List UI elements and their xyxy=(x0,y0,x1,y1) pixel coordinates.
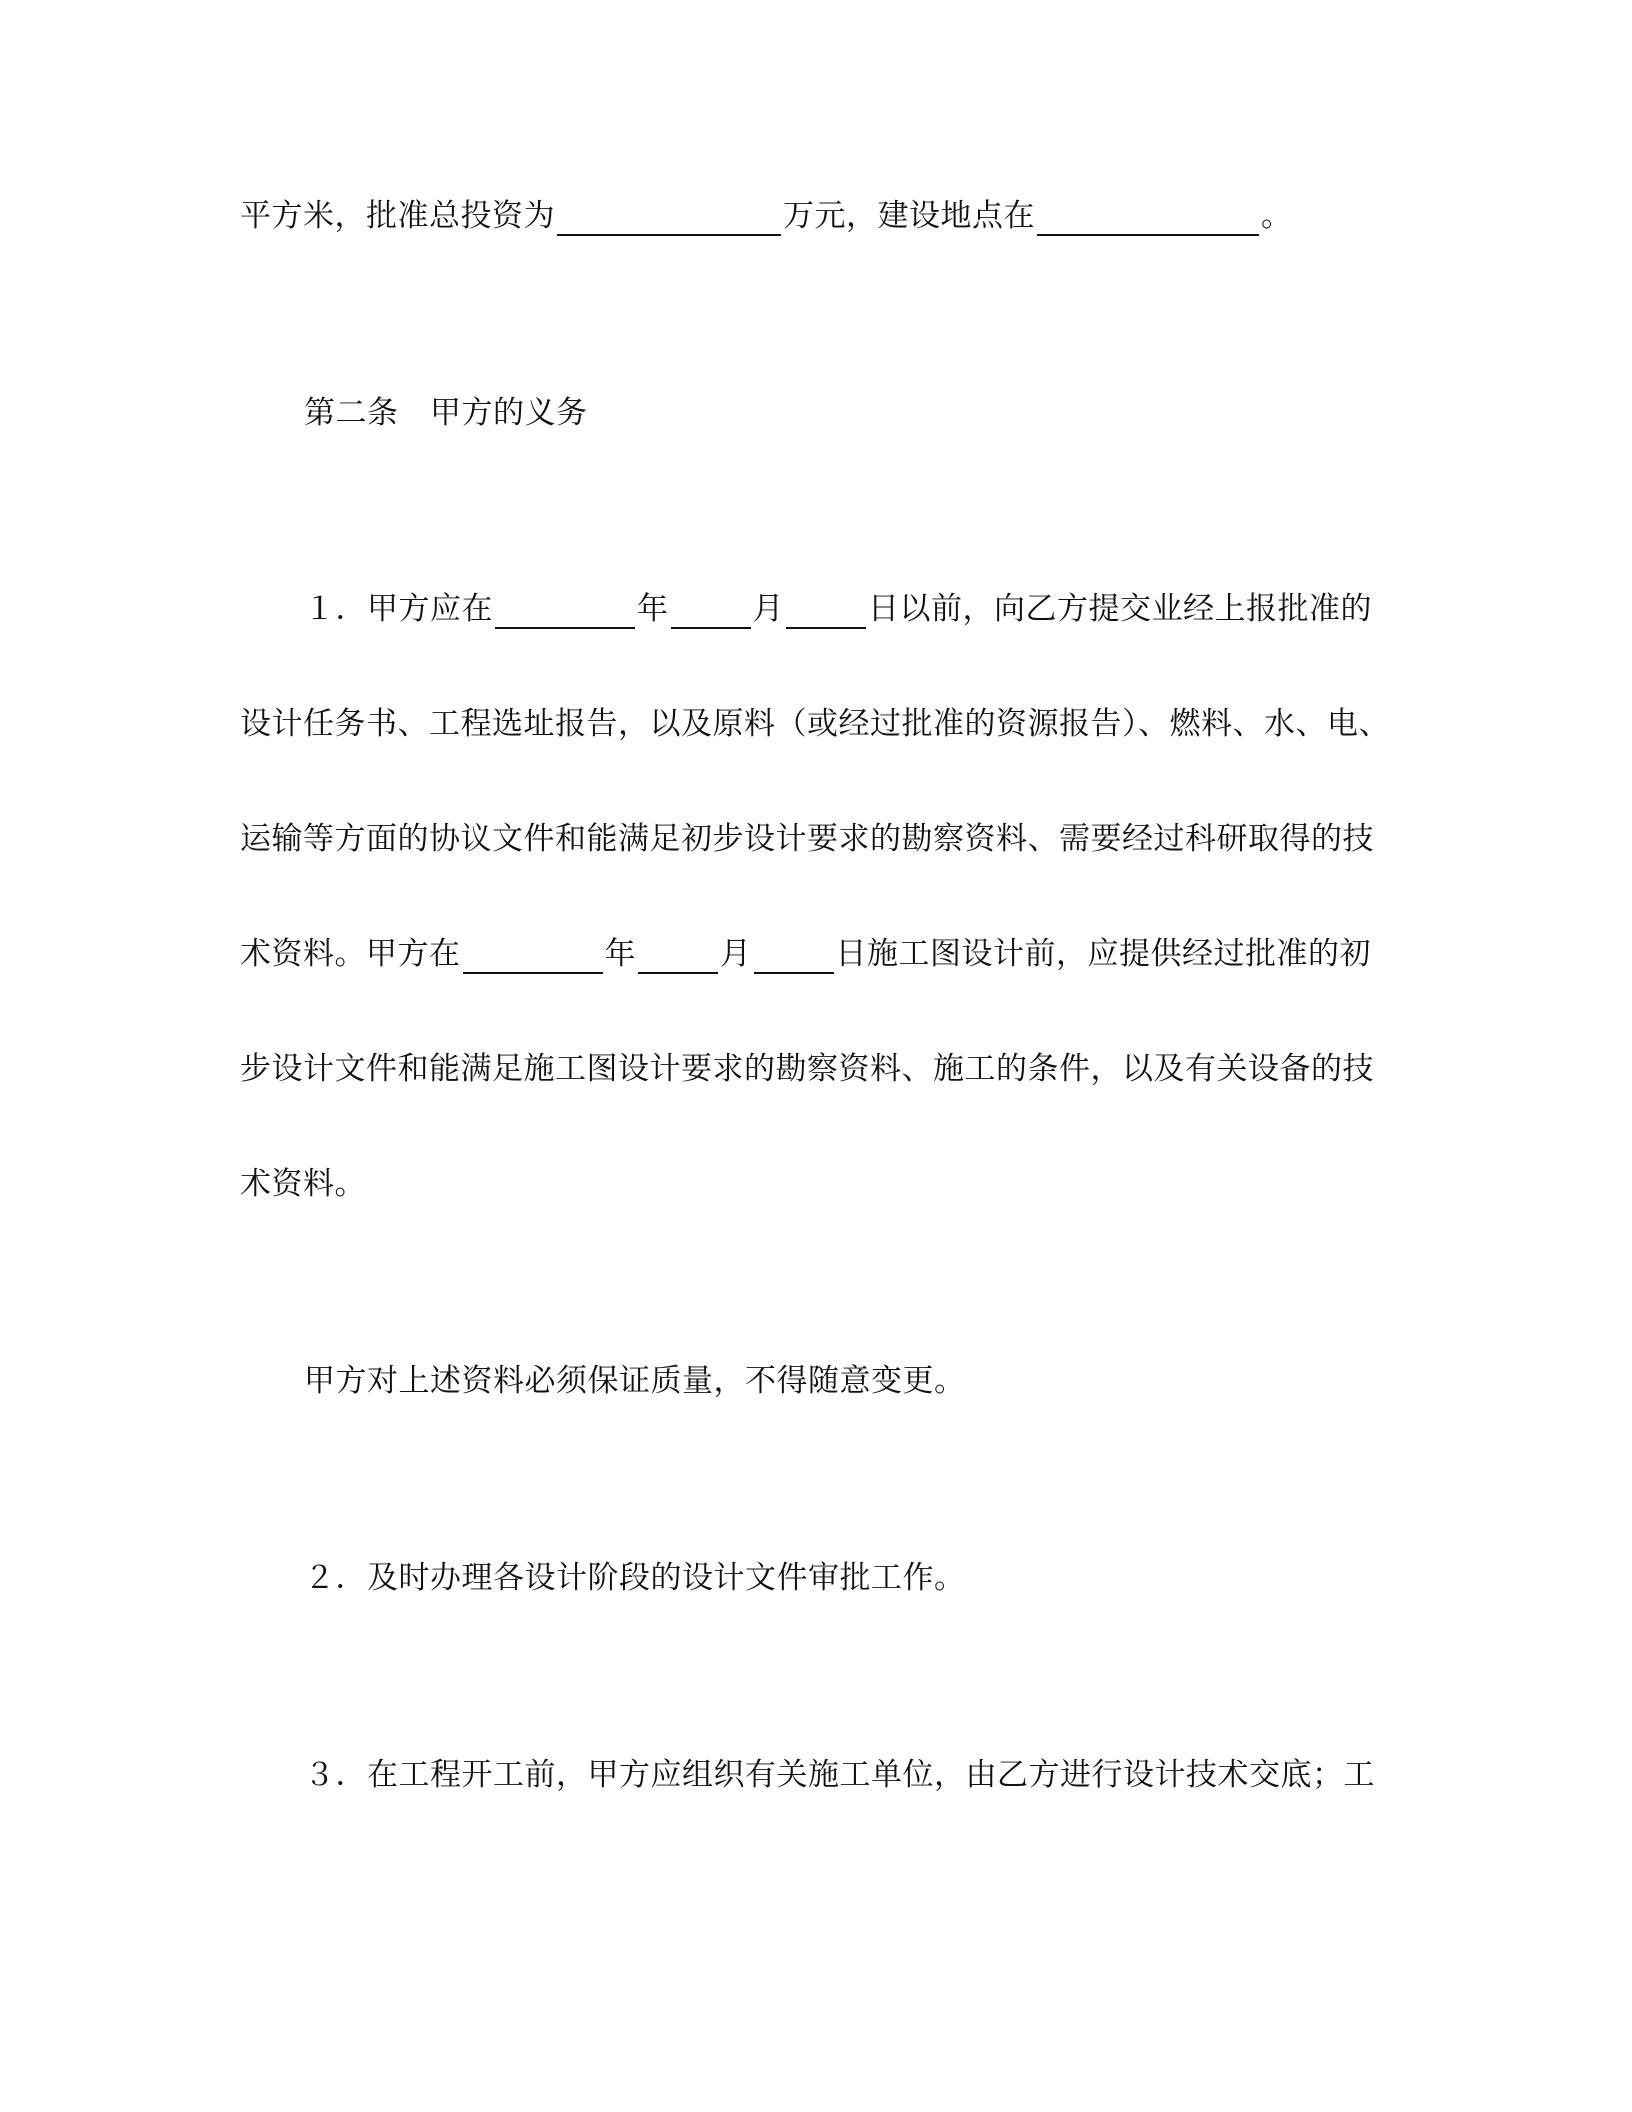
text-segment: 。 xyxy=(1261,198,1293,234)
text-segment: 术资料。甲方在 xyxy=(240,936,461,972)
text-segment: 年 xyxy=(637,591,669,627)
blank-day xyxy=(754,938,834,974)
blank-day xyxy=(786,593,866,629)
blank-construction-site xyxy=(1037,200,1259,236)
text-line-item1-date xyxy=(304,589,1372,629)
text-line: 步设计文件和能满足施工图设计要求的勘察资料、施工的条件，以及有关设备的技 xyxy=(240,1051,1374,1087)
text-segment: 万元，建设地点在 xyxy=(783,198,1035,234)
text-segment: １．甲方应在 xyxy=(304,591,493,627)
text-segment: 日以前，向乙方提交业经上报批准的 xyxy=(868,591,1372,627)
blank-year xyxy=(463,938,603,974)
blank-month xyxy=(671,593,751,629)
text-line: 术资料。 xyxy=(240,1166,366,1202)
text-segment: 月 xyxy=(720,936,752,972)
text-line: 运输等方面的协议文件和能满足初步设计要求的勘察资料、需要经过科研取得的技 xyxy=(240,821,1374,857)
text-line-area-investment xyxy=(240,196,1293,236)
text-paragraph: 甲方对上述资料必须保证质量，不得随意变更。 xyxy=(304,1363,966,1399)
text-line: 设计任务书、工程选址报告，以及原料（或经过批准的资源报告）、燃料、水、电、 xyxy=(240,706,1390,742)
article-heading: 第二条 甲方的义务 xyxy=(304,395,588,431)
blank-month xyxy=(638,938,718,974)
text-segment: 年 xyxy=(604,936,636,972)
blank-year xyxy=(495,593,635,629)
text-paragraph: ２．及时办理各设计阶段的设计文件审批工作。 xyxy=(304,1560,966,1596)
text-segment: 日施工图设计前，应提供经过批准的初 xyxy=(835,936,1371,972)
text-segment: 平方米，批准总投资为 xyxy=(240,198,555,234)
text-segment: 月 xyxy=(752,591,784,627)
text-paragraph: ３．在工程开工前，甲方应组织有关施工单位，由乙方进行设计技术交底；工 xyxy=(304,1757,1375,1793)
text-line-item1-date2 xyxy=(240,934,1371,974)
blank-total-investment xyxy=(557,200,781,236)
